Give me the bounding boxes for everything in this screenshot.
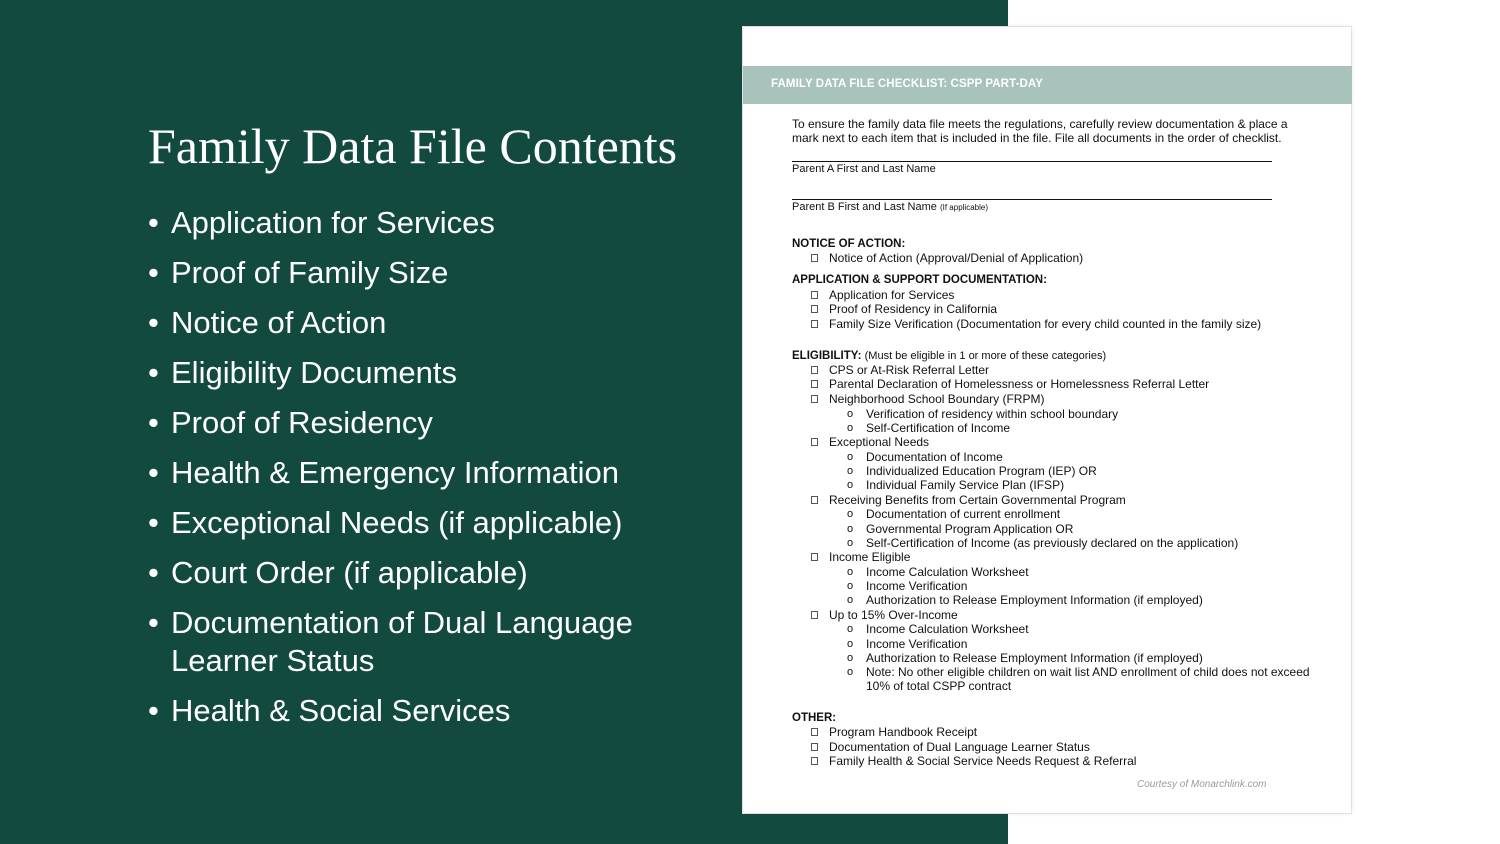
bullet-item: [148, 504, 708, 542]
checkbox-icon[interactable]: [811, 438, 818, 446]
section-eligibility-heading: ELIGIBILITY: (Must be eligible in 1 or more of these categories): [792, 349, 1107, 362]
courtesy-credit: Courtesy of Monarchlink.com: [1137, 779, 1267, 790]
checklist-item: Application for Services: [792, 288, 1322, 303]
checklist-subitem: o Income Calculation Worksheet: [847, 622, 1029, 637]
checklist-item: Program Handbook Receipt: [792, 725, 1322, 740]
bullet-text: Eligibility Documents: [171, 355, 457, 390]
checklist-subitem: o Income Calculation Worksheet: [847, 564, 1029, 579]
bullet-text: Application for Services: [171, 205, 495, 240]
bullet-text: Exceptional Needs (if applicable): [171, 505, 623, 540]
bullet-item: [148, 454, 708, 492]
checkbox-icon[interactable]: [811, 496, 818, 504]
checklist-item: Proof of Residency in California: [792, 302, 1322, 317]
bullet-dot: •: [148, 505, 159, 540]
bullet-text: Documentation of Dual Language Learner Status: [171, 605, 633, 678]
bullet-dot: •: [148, 255, 159, 290]
checklist-subitem: o Authorization to Release Employment Information (if employed): [847, 650, 1203, 665]
checkbox-icon[interactable]: [811, 757, 818, 765]
checkbox-icon[interactable]: [811, 380, 818, 388]
checklist-item: Up to 15% Over-Income: [792, 608, 1322, 623]
section-other-heading: OTHER:: [792, 711, 837, 724]
bullet-list: [148, 204, 708, 742]
parent-a-signature-line: [792, 161, 1272, 176]
bullet-dot: •: [148, 405, 159, 440]
checkbox-icon[interactable]: [811, 291, 818, 299]
checkbox-icon[interactable]: [811, 611, 818, 619]
bullet-item: [148, 204, 708, 242]
sub-bullet-icon: o: [847, 637, 854, 650]
checklist-subitem: o Authorization to Release Employment Information (if employed): [847, 593, 1203, 608]
checklist-subitem: o Self-Certification of Income (as previously declared on the application): [847, 535, 1239, 550]
bullet-item: [148, 404, 708, 442]
bullet-item: [148, 354, 708, 392]
checkbox-icon[interactable]: [811, 728, 818, 736]
bullet-dot: •: [148, 305, 159, 340]
sub-bullet-icon: o: [847, 407, 854, 420]
checklist-item: Notice of Action (Approval/Denial of Application): [792, 251, 1322, 266]
bullet-text: Health & Emergency Information: [171, 455, 619, 490]
checklist-document: [742, 26, 1352, 814]
checklist-subitem: o Income Verification: [847, 579, 968, 594]
checkbox-icon[interactable]: [811, 320, 818, 328]
checklist-item: Income Eligible: [792, 550, 1322, 565]
checkbox-icon[interactable]: [811, 366, 818, 374]
checkbox-icon[interactable]: [811, 395, 818, 403]
checkbox-icon[interactable]: [811, 305, 818, 313]
checklist-subitem: o Individual Family Service Plan (IFSP): [847, 478, 1065, 493]
bullet-dot: •: [148, 455, 159, 490]
sub-bullet-icon: o: [847, 465, 854, 478]
sub-bullet-icon: o: [847, 666, 854, 679]
checklist-subitem: o Self-Certification of Income: [847, 420, 1011, 435]
checklist-intro: To ensure the family data file meets the regulations, carefully review documentation & place a mark next to each item that is included in the file. File all documents in the order of checklist.: [792, 117, 1288, 146]
bullet-item: [148, 604, 708, 679]
checklist-item: Parental Declaration of Homelessness or Homelessness Referral Letter: [792, 377, 1322, 392]
sub-bullet-icon: o: [847, 508, 854, 521]
bullet-item: [148, 254, 708, 292]
sub-bullet-icon: o: [847, 623, 854, 636]
sub-bullet-icon: o: [847, 479, 854, 492]
bullet-text: Proof of Residency: [171, 405, 433, 440]
parent-b-note: (If applicable): [939, 202, 988, 212]
sub-bullet-icon: o: [847, 565, 854, 578]
eligibility-note: (Must be eligible in 1 or more of these categories): [864, 349, 1107, 362]
checklist-item: Neighborhood School Boundary (FRPM): [792, 392, 1322, 407]
bullet-dot: •: [148, 605, 159, 640]
sub-bullet-icon: o: [847, 450, 854, 463]
checklist-subitem: o Verification of residency within school boundary: [847, 406, 1119, 421]
checklist-item: Family Size Verification (Documentation for every child counted in the family size): [792, 317, 1322, 332]
checklist-item: Exceptional Needs: [792, 435, 1322, 450]
checklist-item: Family Health & Social Service Needs Request & Referral: [792, 754, 1322, 769]
bullet-item: [148, 554, 708, 592]
parent-a-label: Parent A First and Last Name: [792, 162, 936, 175]
checklist-body: [792, 117, 1322, 769]
bullet-text: Notice of Action: [171, 305, 387, 340]
bullet-text: Court Order (if applicable): [171, 555, 528, 590]
checkbox-icon[interactable]: [811, 743, 818, 751]
checklist-header-title: FAMILY DATA FILE CHECKLIST: CSPP PART-DAY: [771, 78, 1044, 90]
bullet-dot: •: [148, 555, 159, 590]
checkbox-icon[interactable]: [811, 553, 818, 561]
checklist-subitem: o Documentation of Income: [847, 449, 1003, 464]
sub-bullet-icon: o: [847, 580, 854, 593]
checklist-item: Receiving Benefits from Certain Governmental Program: [792, 493, 1322, 508]
sub-bullet-icon: o: [847, 522, 854, 535]
checklist-item: Documentation of Dual Language Learner Status: [792, 740, 1322, 755]
bullet-dot: •: [148, 355, 159, 390]
checklist-subitem: o Governmental Program Application OR: [847, 521, 1074, 536]
bullet-text: Health & Social Services: [171, 692, 511, 728]
bullet-dot: •: [148, 205, 159, 240]
bullet-item: [148, 304, 708, 342]
slide-title: Family Data File Contents: [148, 118, 678, 174]
section-notice-heading: NOTICE OF ACTION:: [792, 237, 906, 250]
sub-bullet-icon: o: [847, 651, 854, 664]
checklist-subitem: o Note: No other eligible children on wait list AND enrollment of child does not exceed 10% of total CSPP contract: [847, 665, 1310, 694]
checklist-subitem: o Income Verification: [847, 636, 968, 651]
checklist-item: CPS or At-Risk Referral Letter: [792, 363, 1322, 378]
sub-bullet-icon: o: [847, 536, 854, 549]
sub-bullet-icon: o: [847, 421, 854, 434]
bullet-text: Proof of Family Size: [171, 255, 449, 290]
parent-b-signature-line: [792, 199, 1272, 214]
checklist-header-bar: [743, 66, 1352, 104]
checkbox-icon[interactable]: [811, 254, 818, 262]
sub-bullet-icon: o: [847, 594, 854, 607]
parent-b-label: Parent B First and Last Name: [792, 200, 937, 213]
checklist-subitem: o Documentation of current enrollment: [847, 507, 1061, 522]
section-application-heading: APPLICATION & SUPPORT DOCUMENTATION:: [792, 274, 1047, 287]
bullet-dot: •: [148, 692, 159, 728]
bullet-item: [148, 692, 708, 730]
checklist-subitem: o Individualized Education Program (IEP) OR: [847, 464, 1097, 479]
